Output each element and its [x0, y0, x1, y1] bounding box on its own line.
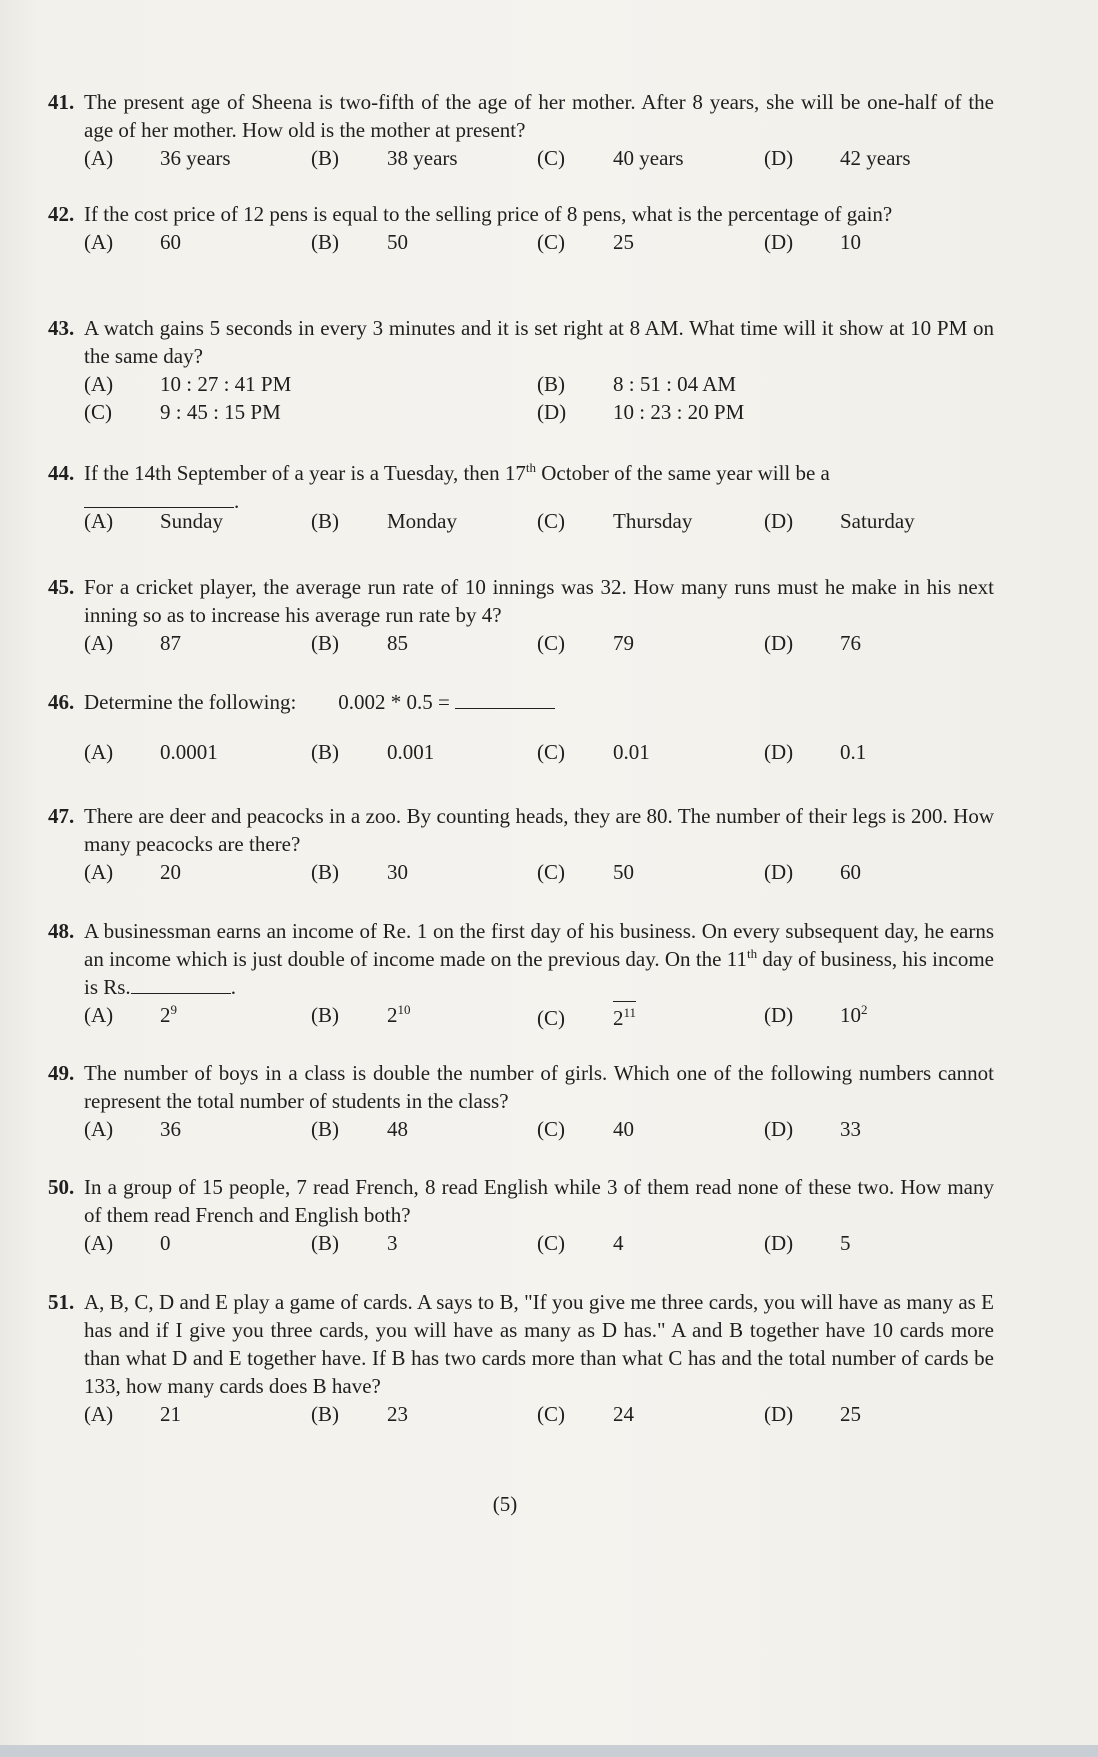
question-42 — [48, 200, 994, 256]
options — [84, 507, 994, 535]
question-text: A, B, C, D and E play a game of cards. A says to B, "If you give me three cards, you will have as many as E has and if I give you three cards, you will have as many as D has." A and B together have 10 cards more than what D and E together have. If B has two cards more than what C has and the total number of cards be 133, how many cards does B have? — [84, 1290, 994, 1398]
option-c[interactable]: (C) 25 — [537, 230, 634, 254]
option-a[interactable]: (A) 20 — [84, 860, 181, 884]
answer-blank: . — [84, 487, 994, 511]
option-d[interactable]: (D) 42 years — [764, 146, 911, 170]
option-a[interactable]: (A) 21 — [84, 1402, 181, 1426]
option-d[interactable]: (D) $10^2$ — [764, 1002, 868, 1027]
question-text: In a group of 15 people, 7 read French, 8 read English while 3 of them read none of these two. How many of them read French and English both? — [84, 1175, 994, 1227]
option-d[interactable]: (D) Saturday — [764, 509, 915, 533]
option-c[interactable]: (C) 40 years — [537, 146, 684, 170]
question-48 — [48, 917, 994, 1029]
options — [84, 370, 994, 398]
option-b[interactable]: (B) 38 years — [311, 146, 458, 170]
question-text: A watch gains 5 seconds in every 3 minutes and it is set right at 8 AM. What time will it show at 10 PM on the same day? — [84, 316, 994, 368]
page-bottom-edge — [0, 1745, 1098, 1757]
option-b[interactable]: (B) 23 — [311, 1402, 408, 1426]
options — [84, 738, 994, 766]
options — [84, 144, 994, 172]
question-text: If the cost price of 12 pens is equal to the selling price of 8 pens, what is the percentage of gain? — [84, 202, 893, 226]
option-b[interactable]: (B) $2^{10}$ — [311, 1002, 411, 1027]
option-b[interactable]: (B) 85 — [311, 631, 408, 655]
option-c[interactable]: (C) 24 — [537, 1402, 634, 1426]
question-text: If the 14th September of a year is a Tuesday, then 17th October of the same year will be a — [84, 460, 830, 485]
question-47 — [48, 802, 994, 886]
question-50 — [48, 1173, 994, 1257]
option-c[interactable]: (C) 4 — [537, 1231, 624, 1255]
options — [84, 629, 994, 657]
option-a[interactable]: (A) 36 — [84, 1117, 181, 1141]
question-44 — [48, 459, 994, 535]
option-d[interactable]: (D) 0.1 — [764, 740, 867, 764]
question-text: There are deer and peacocks in a zoo. By counting heads, they are 80. The number of their legs is 200. How many peacocks are there? — [84, 804, 994, 856]
option-c[interactable]: (C) 9 : 45 : 15 PM — [84, 400, 281, 424]
option-a[interactable]: (A) 0.0001 — [84, 740, 218, 764]
option-b[interactable]: (B) Monday — [311, 509, 457, 533]
option-a[interactable]: (A) 36 years — [84, 146, 231, 170]
option-c[interactable]: (C) 79 — [537, 631, 634, 655]
question-45 — [48, 573, 994, 657]
question-text: A businessman earns an income of Re. 1 on the first day of his business. On every subsequent day, he earns an income which is just double of income made on the previous day. On the 11th day of business, his income is Rs. . — [84, 919, 994, 999]
question-46 — [48, 688, 994, 766]
option-d[interactable]: (D) 60 — [764, 860, 861, 884]
options — [84, 858, 994, 886]
option-b[interactable]: (B) 3 — [311, 1231, 398, 1255]
option-a[interactable]: (A) 0 — [84, 1231, 171, 1255]
options — [84, 1229, 994, 1257]
option-b[interactable]: (B) 0.001 — [311, 740, 435, 764]
option-d[interactable]: (D) 10 — [764, 230, 861, 254]
question-number: 43. — [48, 316, 75, 340]
page-number: (5) — [492, 1492, 518, 1516]
option-d[interactable]: (D) 33 — [764, 1117, 861, 1141]
option-a[interactable]: (A) 60 — [84, 230, 181, 254]
options — [84, 398, 994, 426]
question-text: Determine the following: 0.002 * 0.5 = — [84, 688, 994, 716]
question-number: 48. — [48, 919, 75, 943]
options — [84, 228, 994, 256]
option-d[interactable]: (D) 10 : 23 : 20 PM — [537, 400, 745, 424]
options — [84, 1001, 994, 1029]
option-c[interactable]: (C) 50 — [537, 860, 634, 884]
option-c[interactable]: (C) $2^{11}$ — [537, 1001, 636, 1032]
question-number: 47. — [48, 804, 75, 828]
option-d[interactable]: (D) 25 — [764, 1402, 861, 1426]
option-a[interactable]: (A) Sunday — [84, 509, 223, 533]
option-d[interactable]: (D) 76 — [764, 631, 861, 655]
question-number: 45. — [48, 575, 75, 599]
option-c[interactable]: (C) Thursday — [537, 509, 693, 533]
option-a[interactable]: (A) 87 — [84, 631, 181, 655]
question-51 — [48, 1288, 994, 1428]
option-a[interactable]: (A) $2^9$ — [84, 1002, 177, 1027]
option-c[interactable]: (C) 0.01 — [537, 740, 650, 764]
question-number: 42. — [48, 202, 75, 226]
options — [84, 1115, 994, 1143]
question-number: 46. — [48, 690, 75, 714]
question-number: 44. — [48, 461, 75, 485]
option-d[interactable]: (D) 5 — [764, 1231, 851, 1255]
option-c[interactable]: (C) 40 — [537, 1117, 634, 1141]
option-a[interactable]: (A) 10 : 27 : 41 PM — [84, 372, 292, 396]
question-number: 41. — [48, 90, 75, 114]
question-text: The number of boys in a class is double the number of girls. Which one of the following numbers cannot represent the total number of students in the class? — [84, 1061, 994, 1113]
options — [84, 1400, 994, 1428]
question-number: 51. — [48, 1290, 75, 1314]
option-b[interactable]: (B) 50 — [311, 230, 408, 254]
question-49 — [48, 1059, 994, 1143]
option-b[interactable]: (B) 30 — [311, 860, 408, 884]
option-b[interactable]: (B) 48 — [311, 1117, 408, 1141]
question-text: The present age of Sheena is two-fifth of the age of her mother. After 8 years, she will be one-half of the age of her mother. How old is the mother at present? — [84, 90, 994, 142]
question-number: 49. — [48, 1061, 75, 1085]
option-b[interactable]: (B) 8 : 51 : 04 AM — [537, 372, 737, 396]
expression: 0.002 * 0.5 = — [338, 690, 450, 714]
question-text: For a cricket player, the average run rate of 10 innings was 32. How many runs must he make in his next inning so as to increase his average run rate by 4? — [84, 575, 994, 627]
question-number: 50. — [48, 1175, 75, 1199]
question-41 — [48, 88, 994, 172]
question-43 — [48, 314, 994, 426]
